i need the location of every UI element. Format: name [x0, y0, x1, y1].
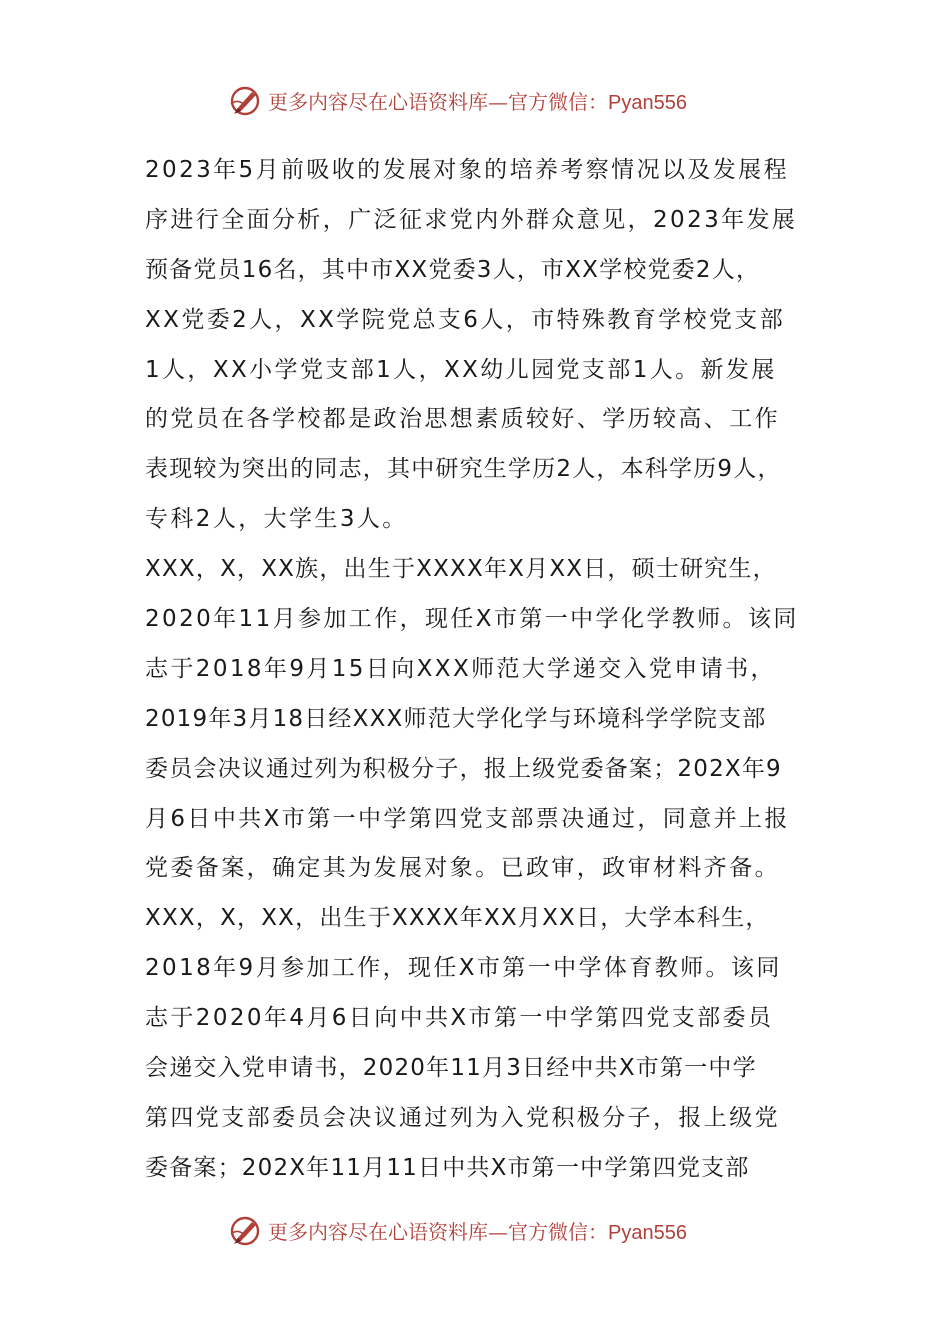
- body-line: 第四党支部委员会决议通过列为入党积极分子，报上级党: [145, 1104, 780, 1131]
- body-line: 委员会决议通过列为积极分子，报上级党委备案；202X年9: [145, 755, 782, 782]
- body-line: 2018年9月参加工作，现任X市第一中学体育教师。该同: [145, 955, 782, 982]
- body-line: 的党员在各学校都是政治思想素质较好、学历较高、工作: [145, 406, 780, 433]
- header-banner: [0, 82, 950, 122]
- body-line: XXX，X，XX，出生于XXXX年XX月XX日，大学本科生，: [145, 905, 770, 932]
- header-banner-wechat: Pyan556: [608, 92, 687, 114]
- document-body: [145, 146, 825, 1194]
- footer-banner: [0, 1212, 950, 1252]
- body-line: 1人，XX小学党支部1人，XX幼儿园党支部1人。新发展: [145, 356, 777, 383]
- body-line: 序进行全面分析，广泛征求党内外群众意见，2023年发展: [145, 206, 798, 233]
- body-line: 2019年3月18日经XXX师范大学化学与环境科学学院支部: [145, 705, 767, 732]
- body-line: 2020年11月参加工作，现任X市第一中学化学教师。该同: [145, 606, 799, 633]
- body-line: 预备党员16名，其中市XX党委3人，市XX学校党委2人，: [145, 256, 761, 283]
- body-line: 2023年5月前吸收的发展对象的培养考察情况以及发展程: [145, 157, 789, 183]
- footer-banner-label: 更多内容尽在心语资料库—官方微信：: [268, 1220, 608, 1244]
- header-banner-label: 更多内容尽在心语资料库—官方微信：: [268, 90, 608, 114]
- body-line: 表现较为突出的同志，其中研究生学历2人，本科学历9人，: [145, 456, 782, 483]
- header-banner-text: [268, 90, 687, 115]
- body-line: XX党委2人，XX学院党总支6人，市特殊教育学校党支部: [145, 306, 786, 333]
- body-line: XXX，X，XX族，出生于XXXX年X月XX日，硕士研究生，: [145, 556, 777, 583]
- body-line: 会递交入党申请书，2020年11月3日经中共X市第一中学: [145, 1055, 757, 1082]
- pen-logo-icon: [228, 84, 262, 118]
- body-line: 委备案；202X年11月11日中共X市第一中学第四党支部: [145, 1154, 750, 1181]
- body-line: 党委备案，确定其为发展对象。已政审，政审材料齐备。: [145, 855, 780, 882]
- pen-logo-icon: [228, 1214, 262, 1248]
- footer-banner-wechat: Pyan556: [608, 1222, 687, 1244]
- body-line: 志于2020年4月6日向中共X市第一中学第四党支部委员: [145, 1005, 774, 1032]
- body-line: 月6日中共X市第一中学第四党支部票决通过，同意并上报: [145, 805, 790, 832]
- body-line: 专科2人，大学生3人。: [145, 506, 408, 533]
- body-line: 志于2018年9月15日向XXX师范大学递交入党申请书，: [145, 655, 776, 682]
- footer-banner-text: [268, 1220, 687, 1245]
